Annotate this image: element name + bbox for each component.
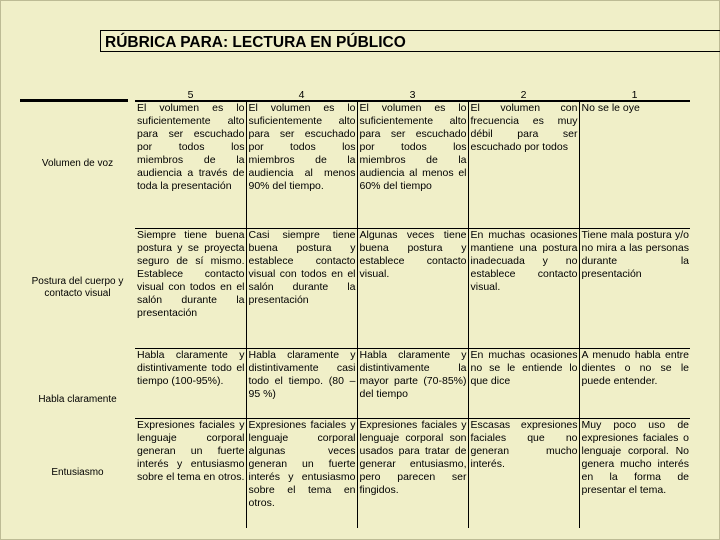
rubric-cell: A menudo habla entre dientes o no se le puede entender. <box>579 348 690 418</box>
rubric-cell: Expresiones faciales y lenguaje corporal algunas veces generan un fuerte interés y entusiasmo sobre el tema en otros. <box>246 418 357 528</box>
rubric-cell: Escasas expresiones faciales que no generan mucho interés. <box>468 418 579 528</box>
rubric-cell: El volumen con frecuencia es muy débil para ser escuchado por todos <box>468 101 579 228</box>
criterion-label: Habla claramente <box>38 393 117 405</box>
score-header: 1 <box>579 90 690 101</box>
score-header: 2 <box>468 90 579 101</box>
rubric-cell: No se le oye <box>579 101 690 228</box>
rubric-cell: En muchas ocasiones mantiene una postura inadecuada y no establece contacto visual. <box>468 228 579 348</box>
rubric-cell: Siempre tiene buena postura y se proyecta seguro de sí mismo. Establece contacto visual con todos en el salón durante la presentación <box>135 228 246 348</box>
table-row <box>20 228 690 348</box>
rubric-cell: Algunas veces tiene buena postura y establece contacto visual. <box>357 228 468 348</box>
rubric-cell: Expresiones faciales y lenguaje corporal son usados para tratar de generar entusiasmo, pero parecen ser fingidos. <box>357 418 468 528</box>
criterion-label: Entusiasmo <box>51 466 104 478</box>
criterion-label: Volumen de voz <box>41 158 114 170</box>
rubric-cell: Habla claramente y distintivamente casi todo el tiempo. (80 – 95 %) <box>246 348 357 418</box>
score-header: 4 <box>246 90 357 101</box>
page-title: RÚBRICA PARA: LECTURA EN PÚBLICO <box>100 30 720 52</box>
score-header-row <box>20 90 690 101</box>
table-row <box>20 418 690 528</box>
rubric-cell: El volumen es lo suficientemente alto para ser escuchado por todos los miembros de la audiencia al menos el 60% del tiempo <box>357 101 468 228</box>
table-row <box>20 348 690 418</box>
rubric-cell: Habla claramente y distintivamente todo el tiempo (100-95%). <box>135 348 246 418</box>
score-header: 3 <box>357 90 468 101</box>
rubric-cell: En muchas ocasiones no se le entiende lo que dice <box>468 348 579 418</box>
table-row <box>20 101 690 228</box>
rubric-cell: Tiene mala postura y/o no mira a las personas durante la presentación <box>579 228 690 348</box>
rubric-cell: El volumen es lo suficientemente alto para ser escuchado por todos los miembros de la audiencia a través de toda la presentación <box>137 102 245 192</box>
criterion-label: Postura del cuerpo y contacto visual <box>31 275 124 299</box>
rubric-cell: Expresiones faciales y lenguaje corporal generan un fuerte interés y entusiasmo sobre el tema en otros. <box>135 418 246 528</box>
rubric-cell: El volumen es lo suficientemente alto para ser escuchado por todos los miembros de la audiencia al menos 90% del tiempo. <box>246 101 357 228</box>
rubric-cell: Habla claramente y distintivamente la mayor parte (70-85%) del tiempo <box>357 348 468 418</box>
rubric-cell: Muy poco uso de expresiones faciales o lenguaje corporal. No genera mucho interés en la forma de presentar el tema. <box>579 418 690 528</box>
criterion-header <box>20 90 135 101</box>
rubric-cell: Casi siempre tiene buena postura y establece contacto visual con todos en el salón durante la presentación <box>246 228 357 348</box>
score-header: 5 <box>135 90 246 101</box>
rubric-table <box>20 90 690 528</box>
